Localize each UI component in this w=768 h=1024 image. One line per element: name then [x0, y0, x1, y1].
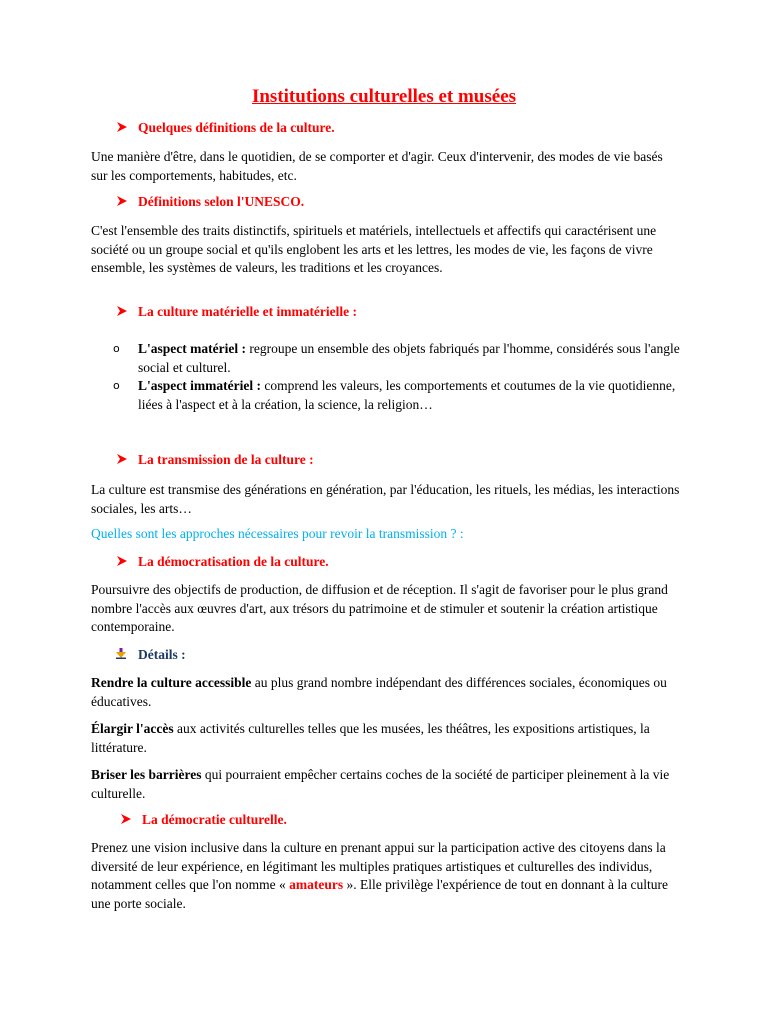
question-text: Quelles sont les approches nécessaires pour revoir la transmission ? : — [91, 526, 464, 541]
heading-transmission — [116, 452, 314, 468]
details-heading — [116, 647, 186, 663]
heading-text: Définitions selon l'UNESCO. — [138, 194, 305, 209]
arrow-bullet-icon — [116, 120, 138, 136]
detail-bold: Rendre la culture accessible — [91, 675, 252, 690]
heading-text: Quelques définitions de la culture. — [138, 120, 335, 135]
circle-bullet-icon: o — [113, 342, 120, 355]
paragraph-text: Prenez une vision inclusive dans la culture en prenant appui sur la participation active des citoyens dans la diversité de leur expérience, en légitimant les multiples pratiques artistiques et culturelles des individus, notamment celles que l'on nomme « — [91, 840, 666, 892]
page-title: Institutions culturelles et musées — [251, 86, 517, 107]
detail-text: aux activités culturelles telles que les musées, les théâtres, les expositions artistiques, la littérature. — [91, 721, 650, 755]
detail-barrieres — [91, 766, 681, 803]
heading-democratie-culturelle — [120, 812, 287, 828]
item-text: regroupe un ensemble des objets fabriqués par l'homme, considérés sous l'angle social et culturel. — [138, 341, 680, 375]
item-label: L'aspect matériel : — [138, 341, 246, 356]
heading-unesco — [116, 194, 304, 210]
paragraph-transmission: La culture est transmise des générations en génération, par l'éducation, les rituels, les médias, les interactions sociales, les arts… — [91, 482, 680, 516]
arrow-bullet-icon — [116, 452, 138, 468]
detail-text: qui pourraient empêcher certains coches de la société de participer pleinement à la vie culturelle. — [91, 767, 670, 801]
paragraph-text: ». Elle privilège l'expérience de tout en donnant à la culture une porte sociale. — [91, 877, 668, 911]
circle-bullet-icon: o — [113, 379, 120, 392]
detail-elargir — [91, 720, 681, 757]
detail-text: au plus grand nombre indépendant des différences sociales, économiques ou éducatives. — [91, 675, 667, 709]
paragraph-unesco: C'est l'ensemble des traits distinctifs, spirituels et matériels, intellectuels et affectifs qui caractérisent une société ou un groupe social et qu'ils englobent les arts et les lettres, les modes de vie, les façons de vivre ensemble, les systèmes de valeurs, les traditions et les croyances. — [91, 223, 657, 275]
item-text: comprend les valeurs, les comportements et coutumes de la vie quotidienne, liées à l'aspect et à la création, la science, la religion… — [138, 378, 676, 412]
list-item — [113, 340, 683, 377]
heading-democratisation — [116, 554, 329, 570]
detail-bold: Élargir l'accès — [91, 721, 174, 736]
detail-accessible — [91, 674, 681, 711]
item-label: L'aspect immatériel : — [138, 378, 261, 393]
arrow-bullet-icon — [116, 554, 138, 570]
highlight-amateurs: amateurs — [289, 877, 344, 892]
heading-text: La démocratie culturelle. — [142, 812, 287, 827]
paragraph-democratie-culturelle — [91, 839, 681, 913]
heading-text: La culture matérielle et immatérielle : — [138, 304, 358, 319]
list-item — [113, 377, 683, 414]
heading-text: La démocratisation de la culture. — [138, 554, 329, 569]
heading-definitions — [116, 120, 335, 136]
arrow-bullet-icon — [116, 194, 138, 210]
arrow-bullet-icon — [120, 812, 142, 828]
details-label: Détails : — [138, 647, 186, 662]
paragraph-democratisation: Poursuivre des objectifs de production, de diffusion et de réception. Il s'agit de favoriser pour le plus grand nombre l'accès aux œuvres d'art, aux trésors du patrimoine et de stimuler et soutenir la création artistique contemporaine. — [91, 582, 668, 634]
arrow-down-bullet-icon — [116, 647, 138, 663]
detail-bold: Briser les barrières — [91, 767, 202, 782]
arrow-bullet-icon — [116, 304, 138, 320]
heading-material-immaterial — [116, 304, 357, 320]
heading-text: La transmission de la culture : — [138, 452, 314, 467]
paragraph-definition: Une manière d'être, dans le quotidien, de se comporter et d'agir. Ceux d'intervenir, des modes de vie basés sur les comportements, habitudes, etc. — [91, 149, 663, 183]
